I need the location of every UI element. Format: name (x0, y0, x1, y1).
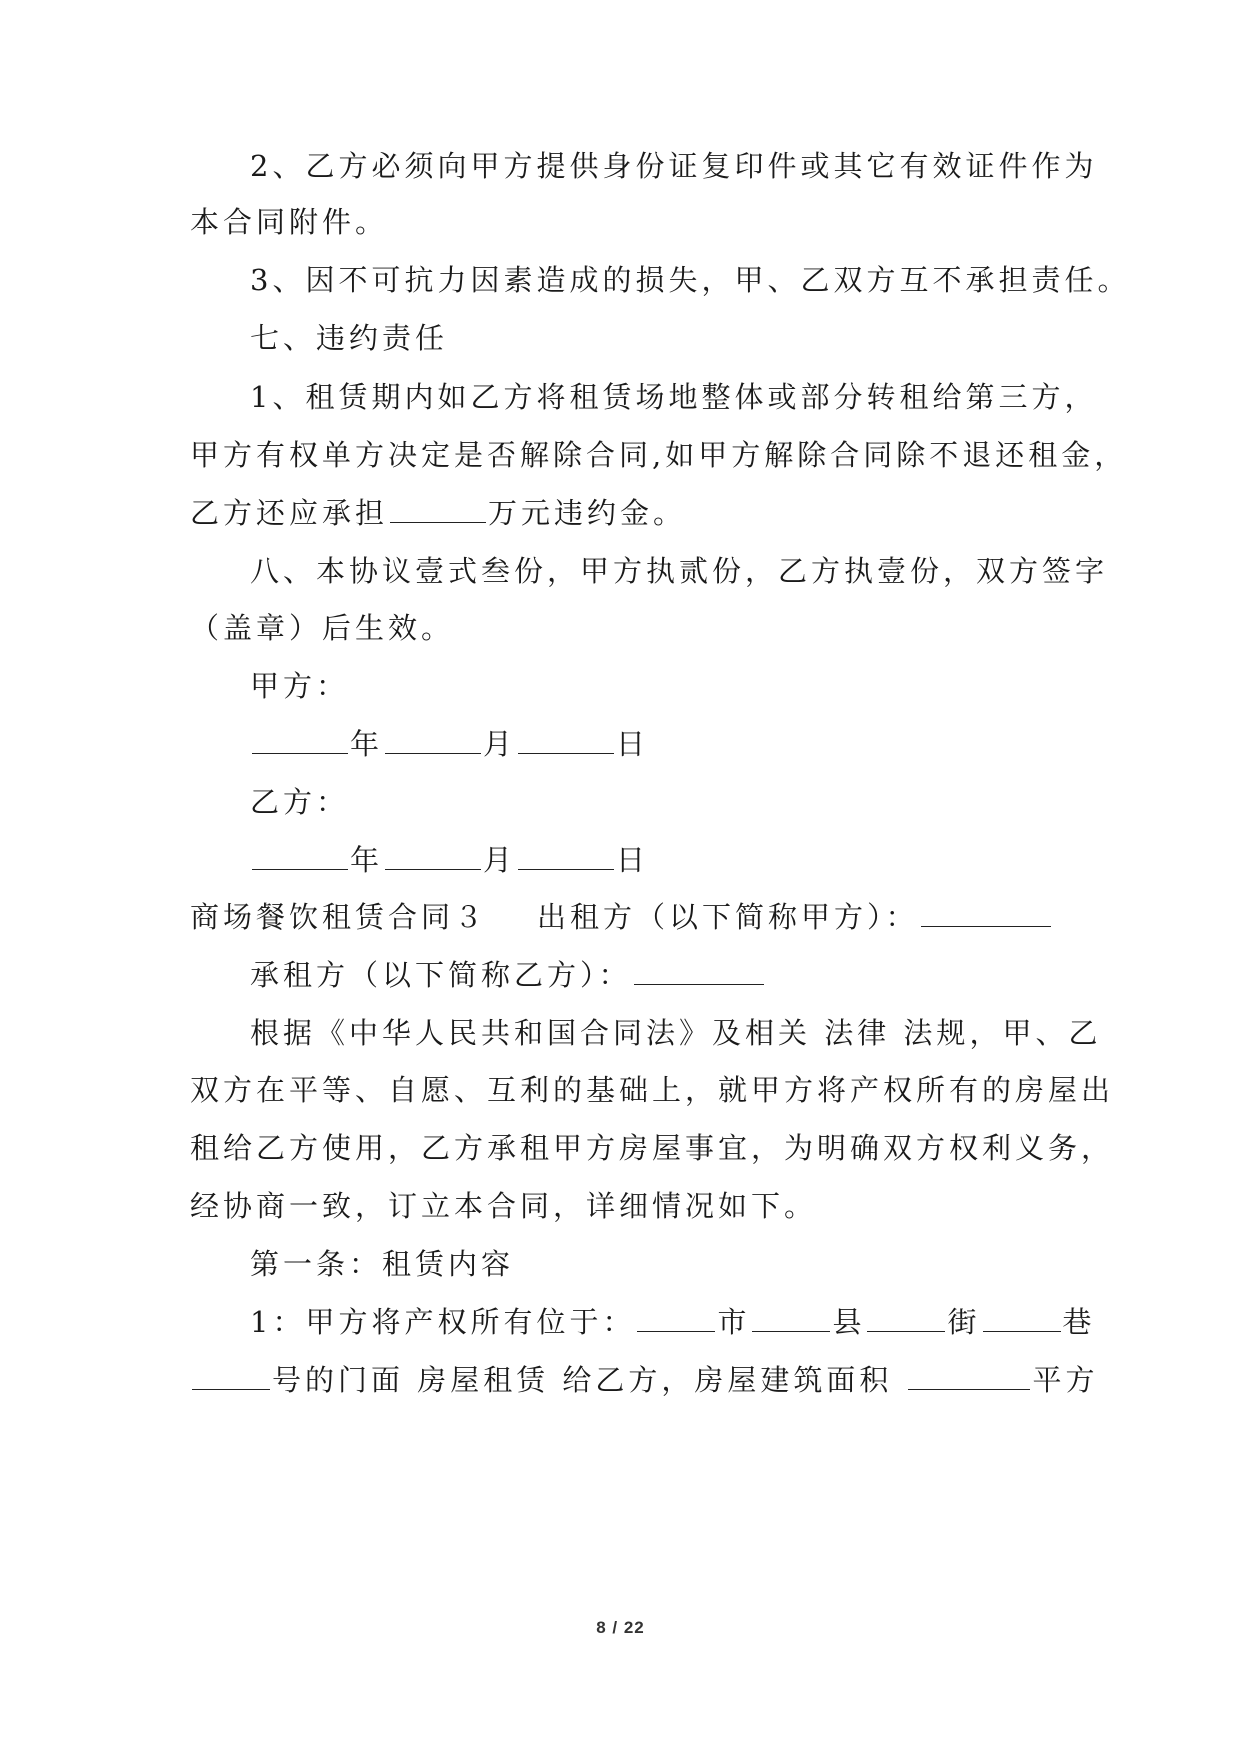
text-span: 出租方（以下简称甲方）： (537, 900, 919, 934)
blank-field[interactable] (921, 900, 1051, 927)
text-span: 年 (350, 843, 384, 877)
text-span: 根据《中华人民共和国合同法》及相关 法律 法规，甲、乙 (250, 1016, 1102, 1050)
blank-field[interactable] (192, 1363, 270, 1390)
text-span: 号的门面 房屋租赁 给乙方，房屋建筑面积 (272, 1363, 893, 1397)
paragraph-line (190, 1070, 1114, 1110)
paragraph-line (250, 551, 1108, 591)
paragraph-line (250, 260, 1130, 300)
text-span: 月 (483, 727, 517, 761)
text-span: 3、因不可抗力因素造成的损失，甲、乙双方互不承担责任。 (250, 263, 1131, 297)
section-heading (250, 318, 448, 358)
text-span: 乙方： (250, 785, 350, 819)
blank-field[interactable] (518, 843, 614, 870)
paragraph-line (190, 608, 454, 648)
text-span: 双方在平等、自愿、互利的基础上，就甲方将产权所有的房屋出 (190, 1073, 1115, 1107)
text-span: 县 (832, 1305, 866, 1339)
text-span: （盖章）后生效。 (190, 611, 455, 645)
text-span: 年 (350, 727, 384, 761)
text-span: 日 (616, 843, 650, 877)
text-span: 租给乙方使用，乙方承租甲方房屋事宜，为明确双方权利义务， (190, 1131, 1115, 1165)
text-span: 乙方还应承担 (190, 496, 389, 530)
paragraph-line (250, 377, 1097, 417)
blank-field[interactable] (390, 496, 486, 523)
paragraph-line (250, 146, 1097, 186)
text-span: 日 (616, 727, 650, 761)
blank-field[interactable] (637, 1305, 715, 1332)
text-span: 承租方（以下简称乙方）： (250, 958, 632, 992)
blank-field[interactable] (252, 843, 348, 870)
paragraph-line (190, 1186, 817, 1226)
section-heading (250, 1244, 514, 1284)
paragraph-line (190, 435, 1127, 475)
blank-field[interactable] (385, 727, 481, 754)
text-span: 七、违约责任 (250, 321, 449, 355)
date-line (250, 724, 649, 764)
date-line (250, 840, 649, 880)
text-span: 八、本协议壹式叁份，甲方执贰份，乙方执壹份，双方签字 (250, 554, 1109, 588)
paragraph-line (250, 1302, 1096, 1342)
blank-field[interactable] (867, 1305, 945, 1332)
contract-title-line (190, 897, 1053, 937)
text-span: 1：甲方将产权所有位于： (250, 1305, 636, 1339)
page-number: 8 / 22 (596, 1618, 645, 1637)
text-span: 月 (483, 843, 517, 877)
text-span: 巷 (1062, 1305, 1096, 1339)
blank-field[interactable] (752, 1305, 830, 1332)
text-span: 万元违约金。 (488, 496, 687, 530)
text-span: 甲方： (250, 669, 350, 703)
text-span: 2、乙方必须向甲方提供身份证复印件或其它有效证件作为 (250, 149, 1098, 183)
paragraph-line (190, 493, 686, 533)
blank-field[interactable] (908, 1363, 1030, 1390)
paragraph-line (250, 1013, 1101, 1053)
blank-field[interactable] (983, 1305, 1061, 1332)
text-span: 经协商一致，订立本合同，详细情况如下。 (190, 1189, 818, 1223)
blank-field[interactable] (518, 727, 614, 754)
blank-field[interactable] (385, 843, 481, 870)
text-span: 第一条：租赁内容 (250, 1247, 515, 1281)
text-span: 本合同附件。 (190, 205, 389, 239)
paragraph-line (190, 1128, 1114, 1168)
paragraph-line (190, 202, 388, 242)
text-span: 街 (947, 1305, 981, 1339)
paragraph-line (190, 1360, 1098, 1400)
text-span: 市 (717, 1305, 751, 1339)
text-span: 平方 (1032, 1363, 1099, 1397)
blank-field[interactable] (252, 727, 348, 754)
text-span: 甲方有权单方决定是否解除合同,如甲方解除合同除不退还租金， (190, 438, 1128, 472)
party-b-label (250, 782, 349, 822)
blank-field[interactable] (634, 958, 764, 985)
party-a-label (250, 666, 349, 706)
text-span: 1、租赁期内如乙方将租赁场地整体或部分转租给第三方， (250, 380, 1098, 414)
paragraph-line (250, 955, 766, 995)
contract-title: 商场餐饮租赁合同３ (190, 900, 488, 934)
